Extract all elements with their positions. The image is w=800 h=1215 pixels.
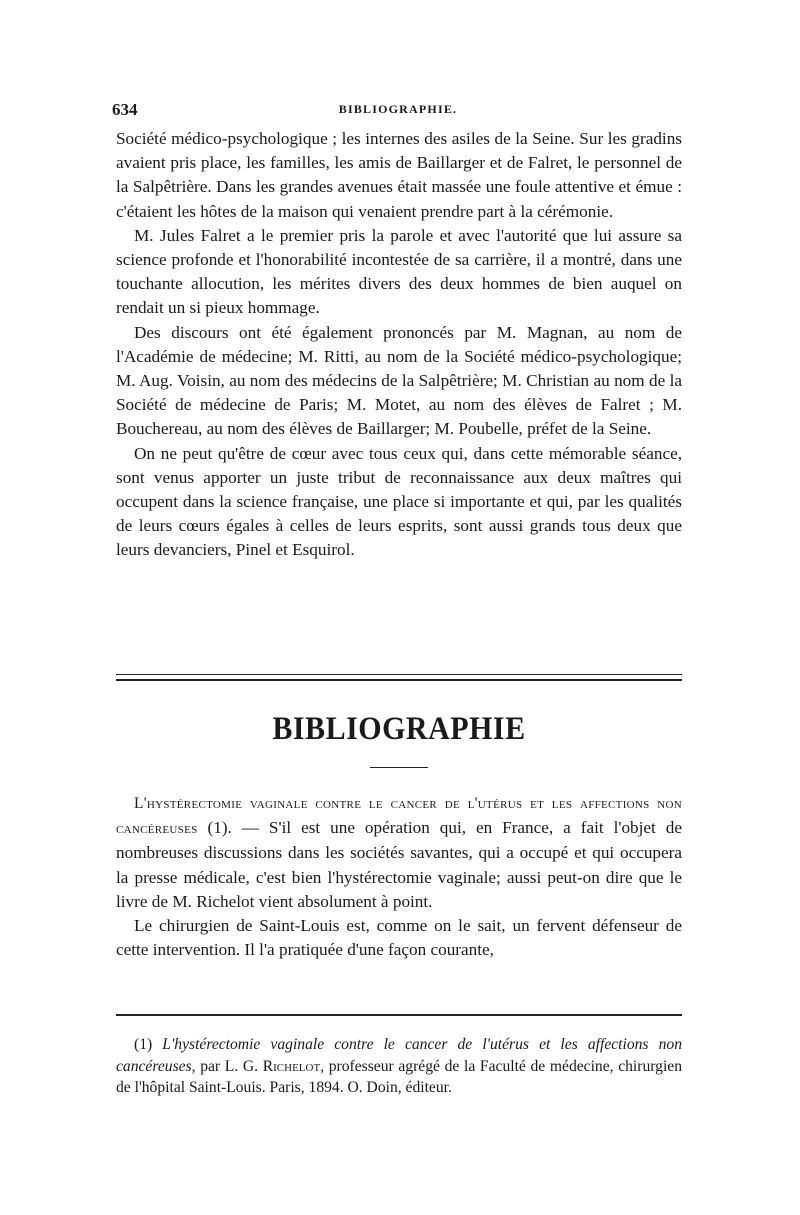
review-paragraph: [116, 791, 682, 914]
bibliography-block: [116, 791, 682, 962]
footnote-reference: (1).: [197, 818, 242, 838]
footnote-text: [116, 1034, 682, 1099]
section-title: BIBLIOGRAPHIE: [272, 710, 526, 747]
footnote: [116, 1034, 682, 1099]
footnote-author: L. G. Richelot: [224, 1057, 321, 1075]
running-title: BIBLIOGRAPHIE.: [338, 102, 458, 116]
review-heading: L'hystérectomie vaginale contre le cancer de l'utérus et les affections non cancéreuses: [116, 795, 682, 838]
divider-line-thick: [116, 679, 682, 681]
running-head: [112, 100, 684, 124]
review-paragraph-2: Le chirurgien de Saint-Louis est, comme on le sait, un fervent défenseur de cette intervention. Il l'a pratiquée d'une façon courante,: [116, 916, 682, 960]
paragraph-continuation: Société médico-psychologique ; les internes des asiles de la Seine. Sur les gradins avaient pris place, les familles, les amis de Baillarger et de Falret, le personnel de la Salpêtrière. Dans les grandes avenues était massée une foule attentive et émue : c'étaient les hôtes de la maison qui venaient prendre part à la cérémonie.: [116, 129, 682, 221]
footnote-by: , par: [191, 1057, 225, 1075]
divider-line-thin: [116, 674, 682, 675]
paragraph-speeches: Des discours ont été également prononcés par M. Magnan, au nom de l'Académie de médecine; M. Ritti, au nom de la Société médico-psychologique; M. Aug. Voisin, au nom des médecins de la Salpêtrière; M. Christian au nom de la Société de médecine de Paris; M. Motet, au nom des élèves de Falret ; M. Bouchereau, au nom des élèves de Baillarger; M. Poubelle, préfet de la Seine.: [116, 322, 682, 439]
top-text-block: [116, 127, 682, 563]
paragraph-falret-speech: M. Jules Falret a le premier pris la parole et avec l'autorité que lui assure sa science profonde et l'honorabilité incontestée de sa carrière, il a montré, dans une touchante allocution, les mérites divers des deux hommes de bien auquel on rendait un si pieux hommage.: [116, 225, 682, 318]
paragraph-closing: On ne peut qu'être de cœur avec tous ceux qui, dans cette mémorable séance, sont venus apporter un juste tribut de reconnaissance aux deux maîtres qui occupent dans la science française, une place si importante et qui, par les qualités de leurs cœurs égales à celles de leurs esprits, sont aussi grands tous deux que leurs devanciers, Pinel et Esquirol.: [116, 443, 682, 560]
review-text: — S'il est une opération qui, en France, a fait l'objet de nombreuses discussions dans les sociétés savantes, qui a occupé et qui occupera la presse médicale, c'est bien l'hystérectomie vaginale; aussi peut-on dire que le livre de M. Richelot vient absolument à point.: [116, 818, 682, 911]
footnote-rule: [116, 1014, 682, 1016]
footnote-rest: , professeur agrégé de la Faculté de médecine, chirurgien de l'hôpital Saint-Louis. Paris, 1894. O. Doin, éditeur.: [116, 1057, 683, 1096]
footnote-marker: (1): [134, 1036, 163, 1053]
footnote-book-title: L'hystérectomie vaginale contre le cancer de l'utérus et les affections non cancéreuses: [116, 1036, 682, 1075]
title-underline: [370, 767, 428, 768]
page-number: 634: [112, 100, 138, 119]
section-divider: [116, 674, 682, 681]
